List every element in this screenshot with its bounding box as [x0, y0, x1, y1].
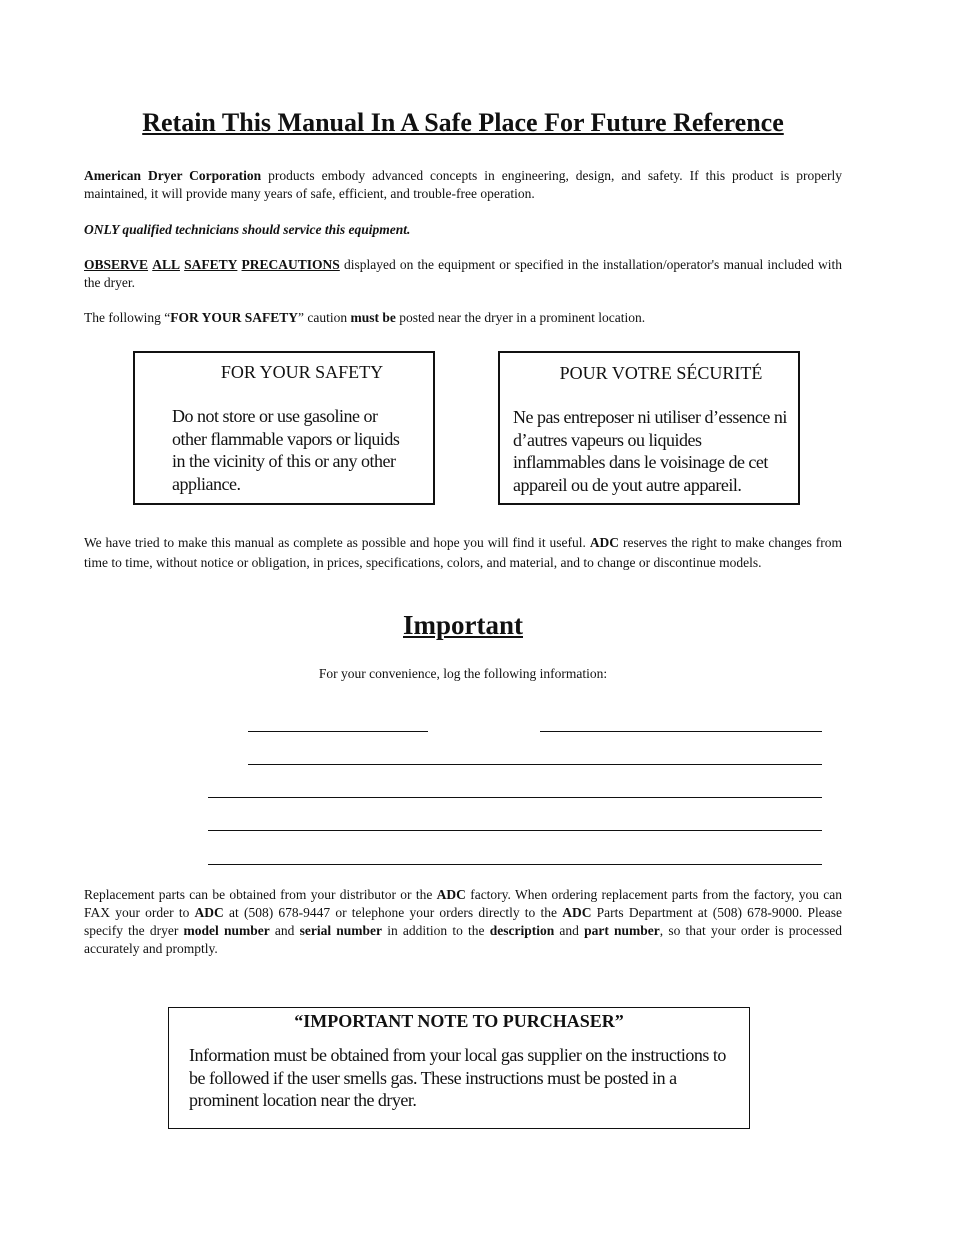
purchaser-note-body: Information must be obtained from your local gas supplier on the instructions to be followed if the user smells gas. These instructions must be posted in a prominent location near the dryer.	[189, 1045, 726, 1110]
observe-rest: displayed on the equipment or specified in the installation/operator's manual included with the dryer.	[84, 257, 842, 290]
following-pre: The following “	[84, 310, 171, 325]
disclaimer-post: reserves the right to make changes from time to time, without notice or obligation, in prices, specifications, colors, and material, and to change or discontinue models.	[84, 535, 843, 570]
all-word: ALL	[152, 257, 180, 272]
replacement-t8: , so that your order is processed accurately and promptly.	[84, 923, 843, 956]
company-name: American Dryer Corporation	[84, 168, 262, 183]
replacement-b3: ADC	[562, 905, 592, 920]
replacement-b4: model number	[183, 923, 270, 938]
replacement-b7: part number	[584, 923, 660, 938]
log-line-3	[208, 797, 822, 798]
important-heading: Important	[403, 610, 523, 640]
following-bold-must: must be	[350, 310, 396, 325]
safety-box-french	[498, 351, 800, 505]
log-line-5	[208, 864, 822, 865]
following-bold-safety: FOR YOUR SAFETY	[170, 310, 298, 325]
replacement-paragraph	[84, 886, 842, 958]
observe-paragraph	[84, 256, 842, 292]
safety-word: SAFETY	[184, 257, 238, 272]
safety-box-french-heading: POUR VOTRE SÉCURITÉ	[559, 363, 763, 383]
safety-box-english	[133, 351, 435, 505]
following-post: posted near the dryer in a prominent location.	[395, 310, 646, 325]
safety-box-english-heading: FOR YOUR SAFETY	[220, 362, 384, 382]
disclaimer-adc: ADC	[589, 535, 620, 550]
disclaimer-pre: We have tried to make this manual as complete as possible and hope you will find it useful.	[84, 535, 590, 550]
convenience-text: For your convenience, log the following information:	[318, 666, 608, 681]
observe-word: OBSERVE	[84, 257, 149, 272]
qualified-technicians-note: ONLY qualified technicians should service this equipment.	[84, 222, 411, 237]
replacement-b1: ADC	[436, 887, 466, 902]
replacement-t1: Replacement parts can be obtained from your distributor or the	[84, 887, 437, 902]
disclaimer-paragraph	[84, 533, 842, 572]
following-mid: ” caution	[298, 310, 351, 325]
replacement-b2: ADC	[194, 905, 224, 920]
purchaser-note-box	[168, 1007, 750, 1129]
safety-box-french-body: Ne pas entreposer ni utiliser d’essence ni d’autres vapeurs ou liquides inflammables dans le voisinage de cet appareil ou de yout autre appareil.	[513, 407, 787, 495]
replacement-t7: and	[554, 923, 585, 938]
safety-box-english-body: Do not store or use gasoline or other flammable vapors or liquids in the vicinity of this or any other appliance.	[172, 406, 400, 494]
replacement-t2: factory. When ordering replacement parts from the factory, you can FAX your order to	[84, 887, 842, 920]
replacement-t3: at (508) 678-9447 or telephone your orders directly to the	[223, 905, 563, 920]
replacement-b5: serial number	[299, 923, 383, 938]
following-paragraph	[84, 309, 842, 327]
replacement-t5: and	[269, 923, 300, 938]
page-title: Retain This Manual In A Safe Place For Future Reference	[142, 108, 784, 137]
intro-text: products embody advanced concepts in engineering, design, and safety. If this product is properly maintained, it will provide many years of safe, efficient, and trouble-free operation.	[84, 168, 842, 201]
replacement-t4: Parts Department at (508) 678-9000. Please specify the dryer	[84, 905, 842, 938]
precautions-word: PRECAUTIONS	[241, 257, 340, 272]
intro-paragraph	[84, 167, 842, 203]
log-line-2	[248, 764, 822, 765]
replacement-b6: description	[489, 923, 555, 938]
log-line-1b	[540, 731, 822, 732]
replacement-t6: in addition to the	[382, 923, 490, 938]
log-line-4	[208, 830, 822, 831]
log-line-1a	[248, 731, 428, 732]
purchaser-note-heading: “IMPORTANT NOTE TO PURCHASER”	[294, 1011, 624, 1031]
